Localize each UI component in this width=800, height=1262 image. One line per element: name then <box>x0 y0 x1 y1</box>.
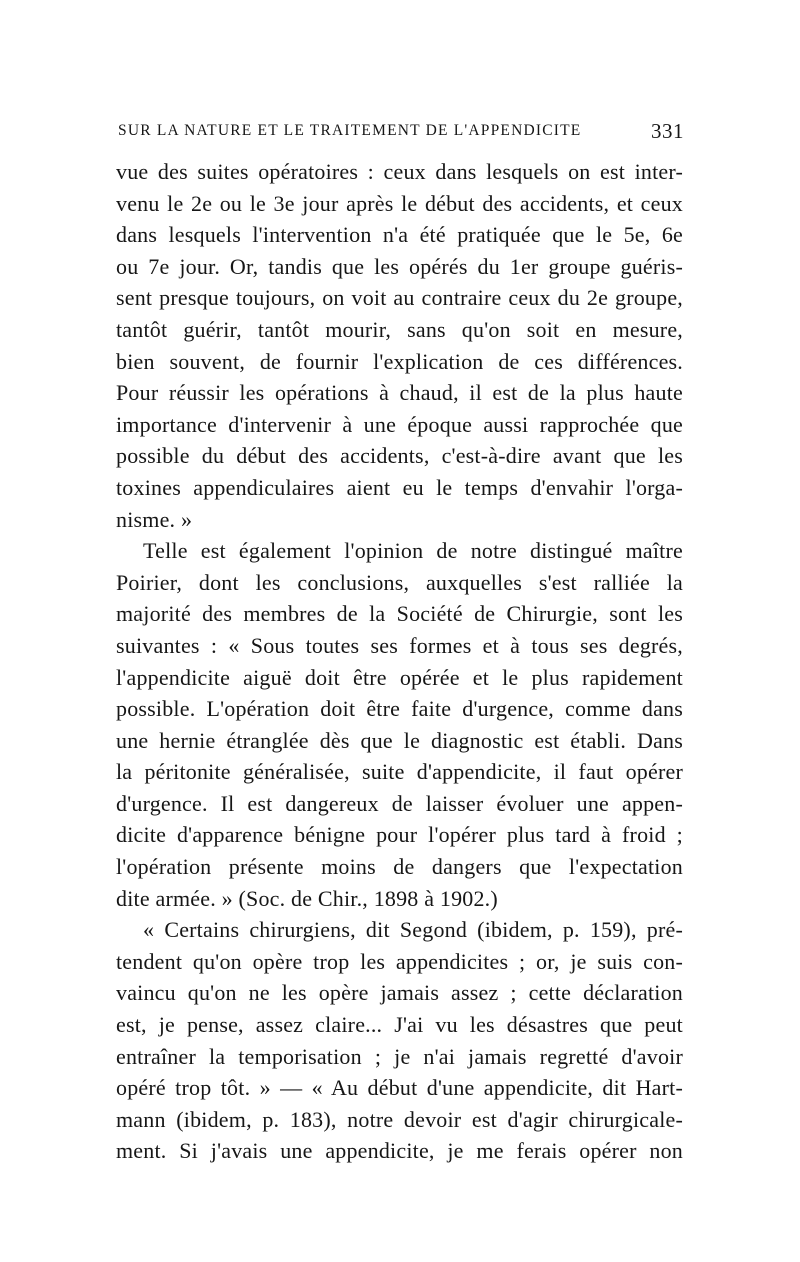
text-line: Poirier, dont les conclusions, auxquelles s'est ralliée la <box>116 569 683 595</box>
text-line: ou 7e jour. Or, tandis que les opérés du 1er groupe guéris- <box>116 253 683 279</box>
text-line: mann (ibidem, p. 183), notre devoir est d'agir chirurgicale- <box>116 1106 683 1132</box>
text-line: la péritonite généralisée, suite d'appendicite, il faut opérer <box>116 759 683 785</box>
running-title: SUR LA NATURE ET LE TRAITEMENT DE L'APPENDICITE <box>118 122 582 139</box>
page-number: 331 <box>651 119 684 143</box>
text-line: nisme. » <box>116 506 193 532</box>
text-line: Pour réussir les opérations à chaud, il est de la plus haute <box>116 380 683 406</box>
text-line: majorité des membres de la Société de Chirurgie, sont les <box>116 601 683 627</box>
text-line: sent presque toujours, on voit au contraire ceux du 2e groupe, <box>116 285 683 311</box>
text-line: ment. Si j'avais une appendicite, je me ferais opérer non <box>116 1138 683 1164</box>
text-line: l'appendicite aiguë doit être opérée et le plus rapidement <box>116 664 683 690</box>
text-line: venu le 2e ou le 3e jour après le début des accidents, et ceux <box>116 190 683 216</box>
running-head <box>118 116 684 146</box>
text-line: d'urgence. Il est dangereux de laisser évoluer une appen- <box>116 790 683 816</box>
text-line: dans lesquels l'intervention n'a été pratiquée que le 5e, 6e <box>116 222 683 248</box>
body-text <box>116 156 683 1167</box>
text-line: opéré trop tôt. » — « Au début d'une appendicite, dit Hart- <box>116 1075 683 1101</box>
text-line: tendent qu'on opère trop les appendicites ; or, je suis con- <box>116 948 683 974</box>
text-line: possible du début des accidents, c'est-à-dire avant que les <box>116 443 683 469</box>
text-line: importance d'intervenir à une époque aussi rapprochée que <box>116 411 683 437</box>
text-line: toxines appendiculaires aient eu le temps d'envahir l'orga- <box>116 474 683 500</box>
text-line: entraîner la temporisation ; je n'ai jamais regretté d'avoir <box>116 1043 683 1069</box>
text-line: suivantes : « Sous toutes ses formes et à tous ses degrés, <box>116 632 683 658</box>
text-line: est, je pense, assez claire... J'ai vu les désastres que peut <box>116 1012 683 1038</box>
text-line: vue des suites opératoires : ceux dans lesquels on est inter- <box>116 159 683 184</box>
text-line: bien souvent, de fournir l'explication de ces différences. <box>116 348 683 374</box>
text-line: possible. L'opération doit être faite d'urgence, comme dans <box>116 696 683 722</box>
text-line: tantôt guérir, tantôt mourir, sans qu'on soit en mesure, <box>116 316 683 342</box>
text-line: dite armée. » (Soc. de Chir., 1898 à 1902.) <box>116 885 498 911</box>
paragraph-first-line: « Certains chirurgiens, dit Segond (ibidem, p. 159), pré- <box>143 917 683 943</box>
text-line: vaincu qu'on ne les opère jamais assez ; cette déclaration <box>116 980 683 1006</box>
text-line: une hernie étranglée dès que le diagnostic est établi. Dans <box>116 727 683 753</box>
text-line: dicite d'apparence bénigne pour l'opérer plus tard à froid ; <box>116 822 683 848</box>
paragraph-first-line: Telle est également l'opinion de notre distingué maître <box>143 538 683 564</box>
text-line: l'opération présente moins de dangers que l'expectation <box>116 854 683 880</box>
